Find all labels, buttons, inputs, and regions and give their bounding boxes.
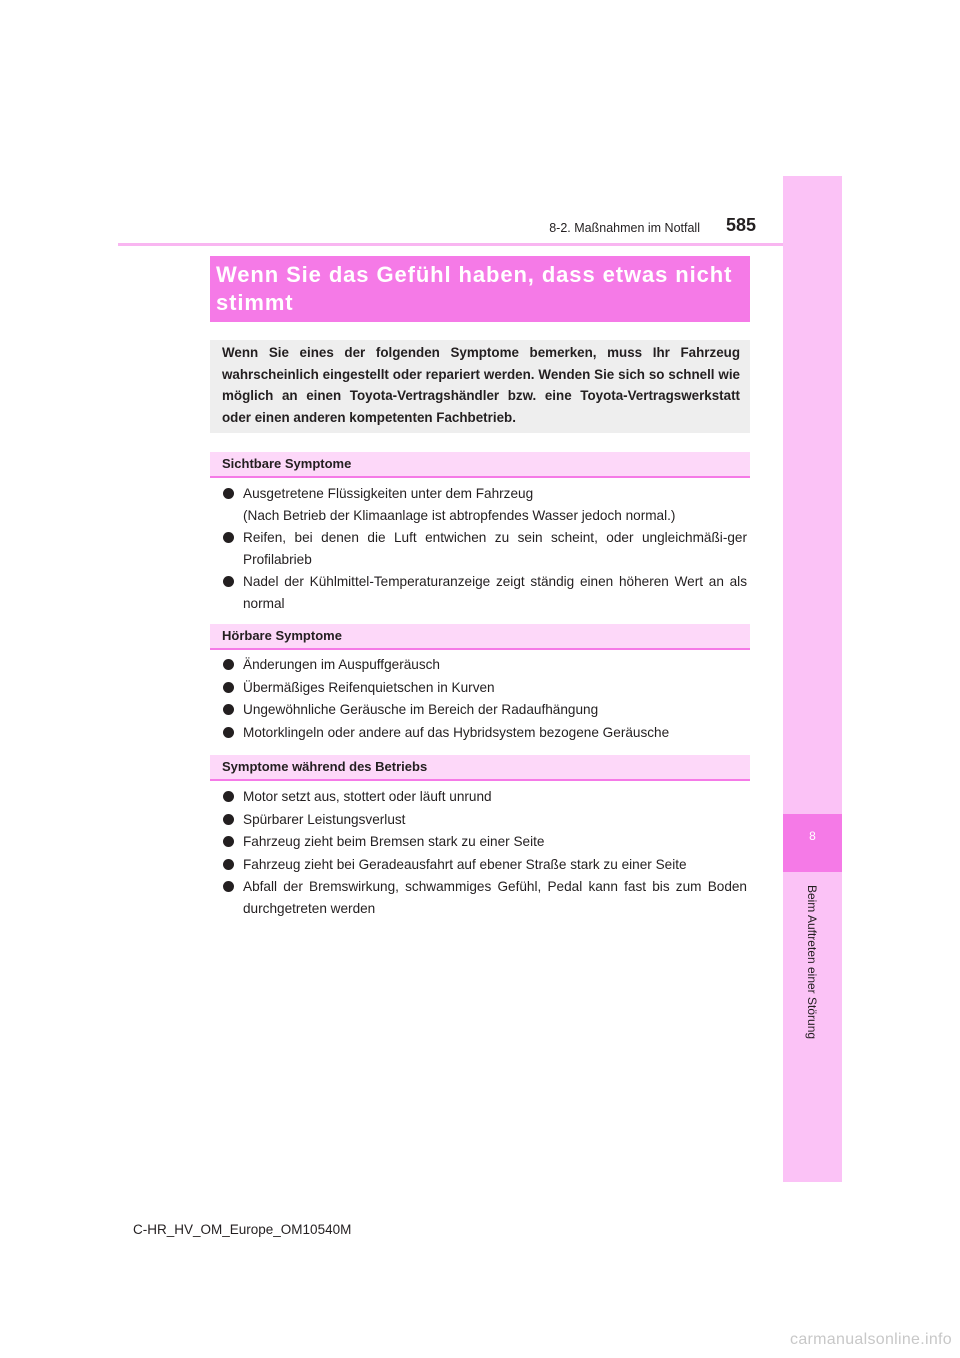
list-item-text: Nadel der Kühlmittel-Temperaturanzeige zeigt ständig einen höheren Wert an als normal xyxy=(243,574,747,611)
list-item xyxy=(223,809,747,831)
subhead-driving-symptoms xyxy=(210,755,750,781)
list-item xyxy=(223,527,747,570)
list-item xyxy=(223,677,747,699)
subhead-label: Sichtbare Symptome xyxy=(222,456,352,471)
list-item-text: Fahrzeug zieht bei Geradeausfahrt auf ebener Straße stark zu einer Seite xyxy=(243,856,687,872)
list-item-text: Reifen, bei denen die Luft entwichen zu sein scheint, oder ungleichmäßi-ger Profilabrieb xyxy=(243,530,747,567)
bullet-icon xyxy=(223,881,234,892)
list-item xyxy=(223,831,747,853)
bullet-icon xyxy=(223,727,234,738)
list-item-text: Ungewöhnliche Geräusche im Bereich der Radaufhängung xyxy=(243,702,599,717)
list-item xyxy=(223,654,747,676)
list-item xyxy=(223,483,747,526)
bullet-icon xyxy=(223,488,234,499)
chapter-title: Beim Auftreten einer Störung xyxy=(805,884,819,1040)
bullet-icon xyxy=(223,791,234,802)
subhead-audible-symptoms xyxy=(210,624,750,650)
list-item-text: Spürbarer Leistungsverlust xyxy=(243,811,406,827)
header-rule xyxy=(118,243,842,246)
list-item xyxy=(223,722,747,744)
bullet-icon xyxy=(223,859,234,870)
list-item xyxy=(223,571,747,614)
list-item xyxy=(223,876,747,919)
list-item xyxy=(223,854,747,876)
list-item-note: (Nach Betrieb der Klimaanlage ist abtropfendes Wasser jedoch normal.) xyxy=(243,507,676,523)
list-item-text: Motor setzt aus, stottert oder läuft unrund xyxy=(243,789,492,804)
bullet-icon xyxy=(223,682,234,693)
watermark: carmanualsonline.info xyxy=(790,1331,952,1348)
document-code-footer: C-HR_HV_OM_Europe_OM10540M xyxy=(133,1222,352,1237)
page-number: 585 xyxy=(726,215,757,235)
list-item-text: Abfall der Bremswirkung, schwammiges Gefühl, Pedal kann fast bis zum Boden durchgetreten werden xyxy=(243,879,747,916)
list-item-text: Motorklingeln oder andere auf das Hybridsystem bezogene Geräusche xyxy=(243,724,670,740)
bullet-icon xyxy=(223,814,234,825)
bullet-icon xyxy=(223,532,234,543)
subhead-visible-symptoms xyxy=(210,452,750,478)
list-driving-symptoms xyxy=(223,786,747,920)
list-item xyxy=(223,699,747,721)
bullet-icon xyxy=(223,576,234,587)
intro-text: Wenn Sie eines der folgenden Symptome bemerken, muss Ihr Fahrzeug wahrscheinlich eingestellt oder repariert werden. Wenden Sie sich so schnell wie möglich an einen Toyota-Vertragshändler bzw. eine Toyota-Vertragswerkstatt oder einen anderen kompetenten Fachbetrieb. xyxy=(222,345,740,425)
bullet-icon xyxy=(223,659,234,670)
list-item-text: Ausgetretene Flüssigkeiten unter dem Fahrzeug xyxy=(243,486,534,501)
chapter-number: 8 xyxy=(809,829,816,843)
section-header: 8-2. Maßnahmen im Notfall xyxy=(549,221,700,235)
list-item xyxy=(223,786,747,808)
subhead-label: Hörbare Symptome xyxy=(222,628,342,643)
list-audible-symptoms xyxy=(223,654,747,744)
bullet-icon xyxy=(223,704,234,715)
bullet-icon xyxy=(223,836,234,847)
list-item-text: Fahrzeug zieht beim Bremsen stark zu einer Seite xyxy=(243,834,545,849)
list-visible-symptoms xyxy=(223,483,747,615)
list-item-text: Übermäßiges Reifenquietschen in Kurven xyxy=(243,679,495,695)
list-item-text: Änderungen im Auspuffgeräusch xyxy=(243,657,440,672)
subhead-label: Symptome während des Betriebs xyxy=(222,759,428,774)
page-title: Wenn Sie das Gefühl haben, dass etwas nicht stimmt xyxy=(216,262,733,315)
